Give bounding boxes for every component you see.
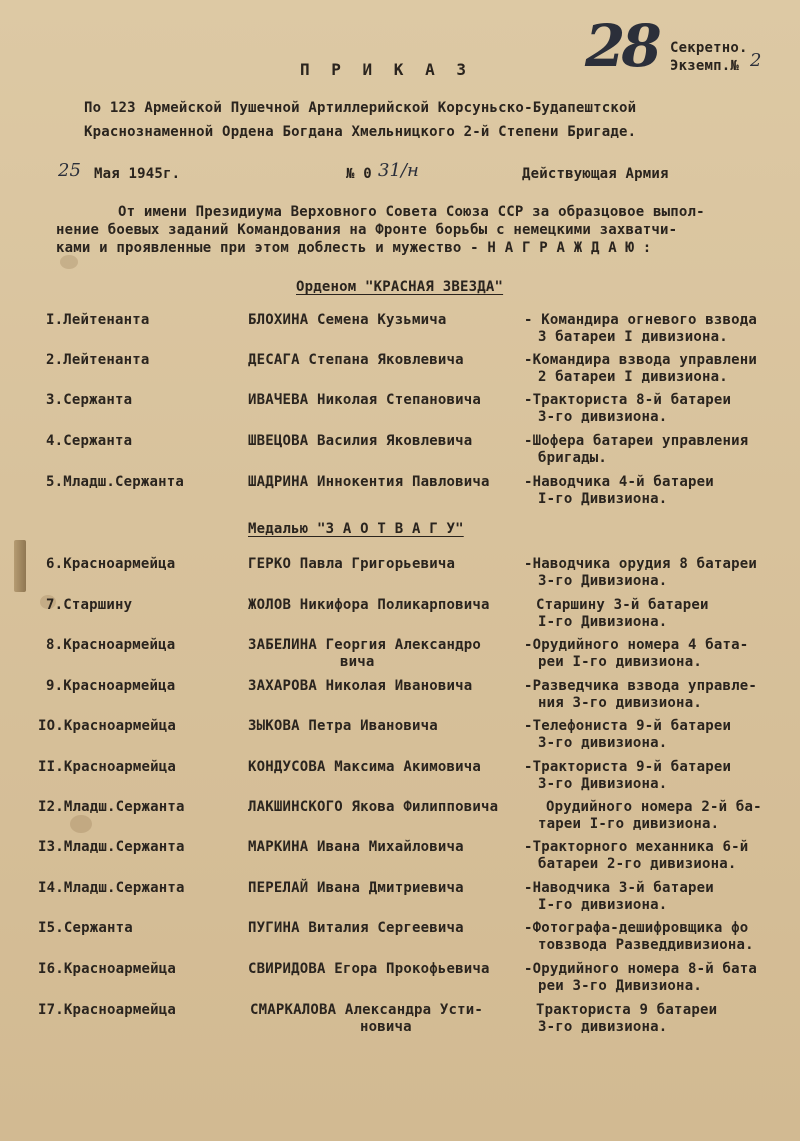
entry-desc: - Командира огневого взвода bbox=[524, 312, 757, 328]
entry-desc: 3-го дивизиона. bbox=[538, 409, 668, 425]
entry-name: ДЕСАГА Степана Яковлевича bbox=[248, 352, 464, 368]
entry-rank: 3.Сержанта bbox=[46, 392, 133, 408]
entry-desc: 3 батареи I дивизиона. bbox=[538, 329, 728, 345]
intro-line-1: От имени Президиума Верховного Совета Союза ССР за образцовое выпол- bbox=[118, 204, 705, 220]
entry-rank: 5.Младш.Сержанта bbox=[46, 474, 185, 490]
entry-desc: -Телефониста 9-й батареи bbox=[524, 718, 732, 734]
entry-name: ГЕРКО Павла Григорьевича bbox=[248, 556, 456, 572]
entry-name: ЗАБЕЛИНА Георгия Александро bbox=[248, 637, 481, 653]
entry-rank: I6.Красноармейца bbox=[38, 961, 177, 977]
section-heading-order: Орденом "КРАСНАЯ ЗВЕЗДА" bbox=[296, 279, 504, 295]
entry-desc: 3-го Дивизиона. bbox=[538, 776, 668, 792]
entry-desc: товзвода Разведдивизиона. bbox=[538, 937, 754, 953]
entry-desc: 3-го дивизиона. bbox=[538, 735, 668, 751]
army-label: Действующая Армия bbox=[522, 166, 669, 182]
entry-rank: 2.Лейтенанта bbox=[46, 352, 150, 368]
copy-number: 2 bbox=[750, 50, 762, 71]
entry-desc: батареи 2-го дивизиона. bbox=[538, 856, 737, 872]
intro-line-2: нение боевых заданий Командования на Фронте борьбы с немецкими захватчи- bbox=[56, 222, 678, 238]
entry-desc: -Тракторного механника 6-й bbox=[524, 839, 749, 855]
entry-desc: Орудийного номера 2-й ба- bbox=[546, 799, 762, 815]
binding-tab bbox=[14, 540, 26, 592]
entry-desc: 2 батареи I дивизиона. bbox=[538, 369, 728, 385]
entry-desc: I-го Дивизиона. bbox=[538, 614, 668, 630]
entry-desc: -Фотографа-дешифровщика фо bbox=[524, 920, 749, 936]
header-line-1: По 123 Армейской Пушечной Артиллерийской Корсуньско-Будапештской bbox=[84, 100, 637, 116]
entry-desc: -Шофера батареи управления bbox=[524, 433, 749, 449]
entry-rank: I5.Сержанта bbox=[38, 920, 133, 936]
entry-desc: реи 3-го Дивизиона. bbox=[538, 978, 702, 994]
entry-name: ИВАЧЕВА Николая Степановича bbox=[248, 392, 481, 408]
entry-desc: -Тракториста 8-й батареи bbox=[524, 392, 732, 408]
entry-desc: -Командира взвода управлени bbox=[524, 352, 757, 368]
entry-rank: 8.Красноармейца bbox=[46, 637, 176, 653]
entry-name: вича bbox=[340, 654, 375, 670]
entry-desc: I-го Дивизиона. bbox=[538, 491, 668, 507]
ink-blot bbox=[70, 815, 92, 833]
secret-label: Секретно. bbox=[670, 40, 748, 56]
entry-desc: реи I-го дивизиона. bbox=[538, 654, 702, 670]
document-title: П Р И К А З bbox=[300, 60, 472, 79]
entry-desc: 3-го дивизиона. bbox=[538, 1019, 668, 1035]
date-day: 25 bbox=[58, 160, 81, 181]
entry-desc: -Наводчика 4-й батареи bbox=[524, 474, 714, 490]
entry-desc: -Орудийного номера 4 бата- bbox=[524, 637, 749, 653]
entry-desc: ния 3-го дивизиона. bbox=[538, 695, 702, 711]
entry-desc: тареи I-го дивизиона. bbox=[538, 816, 720, 832]
entry-rank: IO.Красноармейца bbox=[38, 718, 177, 734]
entry-name: ШВЕЦОВА Василия Яковлевича bbox=[248, 433, 473, 449]
entry-desc: Тракториста 9 батареи bbox=[536, 1002, 718, 1018]
entry-name: ЛАКШИНСКОГО Якова Филипповича bbox=[248, 799, 499, 815]
entry-name: ШАДРИНА Иннокентия Павловича bbox=[248, 474, 490, 490]
entry-rank: I4.Младш.Сержанта bbox=[38, 880, 185, 896]
entry-name: ПЕРЕЛАЙ Ивана Дмитриевича bbox=[248, 880, 464, 896]
entry-name: КОНДУСОВА Максима Акимовича bbox=[248, 759, 481, 775]
entry-name: ПУГИНА Виталия Сергеевича bbox=[248, 920, 464, 936]
copy-label: Экземп.№ bbox=[670, 58, 740, 74]
entry-name: ЖОЛОВ Никифора Поликарповича bbox=[248, 597, 490, 613]
entry-name: СМАРКАЛОВА Александра Усти- bbox=[250, 1002, 483, 1018]
entry-rank: I7.Красноармейца bbox=[38, 1002, 177, 1018]
entry-name: МАРКИНА Ивана Михайловича bbox=[248, 839, 464, 855]
entry-rank: 6.Красноармейца bbox=[46, 556, 176, 572]
entry-desc: 3-го Дивизиона. bbox=[538, 573, 668, 589]
entry-name: ЗЫКОВА Петра Ивановича bbox=[248, 718, 438, 734]
entry-rank: 4.Сержанта bbox=[46, 433, 133, 449]
entry-rank: I.Лейтенанта bbox=[46, 312, 150, 328]
entry-rank: I2.Младш.Сержанта bbox=[38, 799, 185, 815]
entry-desc: Старшину 3-й батареи bbox=[536, 597, 709, 613]
intro-line-3: ками и проявленные при этом доблесть и мужество - Н А Г Р А Ж Д А Ю : bbox=[56, 240, 652, 256]
entry-rank: 7.Старшину bbox=[46, 597, 133, 613]
entry-rank: II.Красноармейца bbox=[38, 759, 177, 775]
entry-desc: -Разведчика взвода управле- bbox=[524, 678, 757, 694]
section-heading-medal: Медалью "З А О Т В А Г У" bbox=[248, 521, 464, 537]
order-prefix: № 0 bbox=[346, 166, 372, 182]
entry-name: ЗАХАРОВА Николая Ивановича bbox=[248, 678, 473, 694]
entry-desc: бригады. bbox=[538, 450, 608, 466]
entry-rank: 9.Красноармейца bbox=[46, 678, 176, 694]
date-month-year: Мая 1945г. bbox=[94, 166, 181, 182]
entry-desc: I-го дивизиона. bbox=[538, 897, 668, 913]
entry-desc: -Наводчика орудия 8 батареи bbox=[524, 556, 757, 572]
header-line-2: Краснознаменной Ордена Богдана Хмельницкого 2-й Степени Бригаде. bbox=[84, 124, 637, 140]
ink-blot bbox=[60, 255, 78, 269]
entry-name: БЛОХИНА Семена Кузьмича bbox=[248, 312, 447, 328]
entry-name: СВИРИДОВА Егора Прокофьевича bbox=[248, 961, 490, 977]
entry-desc: -Орудийного номера 8-й бата bbox=[524, 961, 757, 977]
entry-desc: -Тракториста 9-й батареи bbox=[524, 759, 732, 775]
entry-rank: I3.Младш.Сержанта bbox=[38, 839, 185, 855]
entry-name: новича bbox=[360, 1019, 412, 1035]
order-number: 31/н bbox=[378, 160, 419, 181]
entry-desc: -Наводчика 3-й батареи bbox=[524, 880, 714, 896]
handwritten-number: 28 bbox=[585, 12, 658, 80]
